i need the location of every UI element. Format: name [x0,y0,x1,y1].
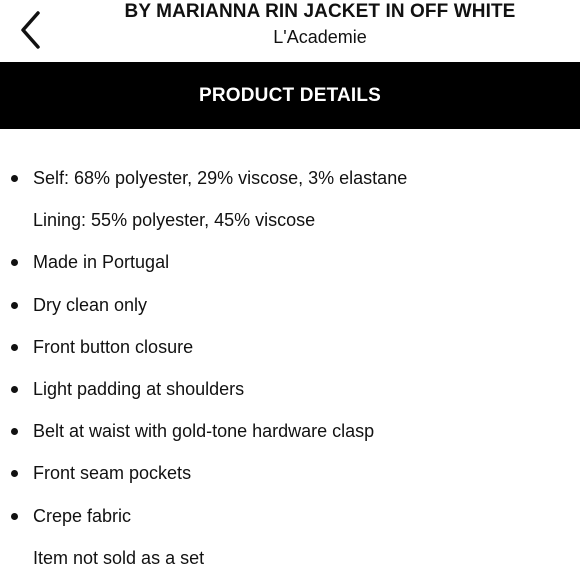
detail-text: Lining: 55% polyester, 45% viscose [33,210,316,231]
detail-text: Front seam pockets [33,463,192,484]
bullet-icon [11,513,18,520]
detail-text: Item not sold as a set [33,547,205,568]
brand-name: L'Academie [273,27,367,47]
detail-text: Crepe fabric [33,505,132,526]
product-title: BY MARIANNA RIN JACKET IN OFF WHITE [124,1,516,22]
detail-text: Front button closure [33,336,194,357]
bullet-icon [11,344,18,351]
back-button[interactable] [10,8,50,52]
detail-text: Belt at waist with gold-tone hardware clasp [33,421,375,442]
detail-text: Made in Portugal [33,252,170,273]
detail-item [0,241,580,283]
bullet-icon [11,428,18,435]
detail-text: Light padding at shoulders [33,379,245,400]
detail-item [0,537,580,579]
chevron-left-icon [18,10,42,50]
section-title: PRODUCT DETAILS [198,84,382,106]
title-block [90,0,550,49]
bullet-icon [11,302,18,309]
bullet-icon [11,175,18,182]
section-header [0,62,580,129]
bullet-icon [11,470,18,477]
top-bar [0,0,580,62]
detail-item [0,368,580,410]
detail-item [0,452,580,494]
detail-text: Dry clean only [33,294,148,315]
bullet-icon [11,259,18,266]
detail-item [0,326,580,368]
detail-item [0,199,580,241]
product-details-list [0,157,580,579]
detail-item [0,495,580,537]
detail-item [0,157,580,199]
detail-item [0,410,580,452]
detail-item [0,284,580,326]
detail-text: Self: 68% polyester, 29% viscose, 3% elastane [33,168,408,189]
bullet-icon [11,386,18,393]
